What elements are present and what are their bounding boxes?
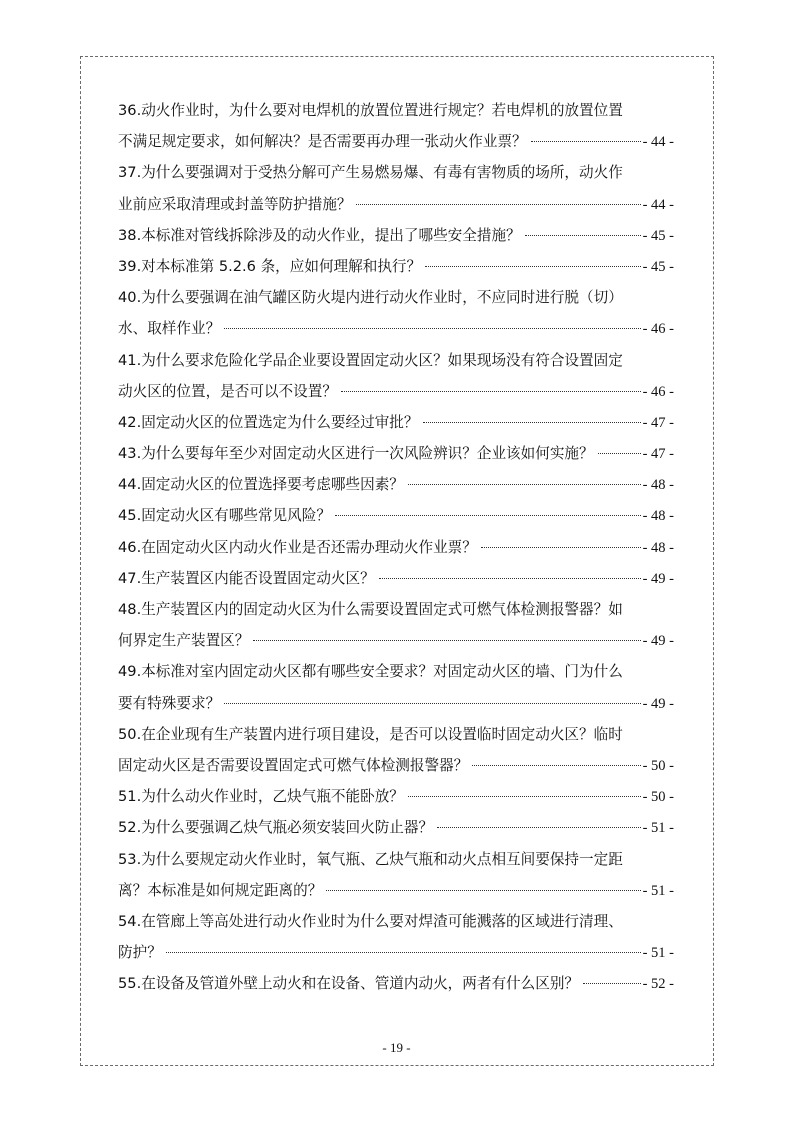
toc-entry[interactable] <box>118 469 674 500</box>
toc-page-number: - 49 - <box>642 695 674 712</box>
toc-entry[interactable] <box>118 719 674 781</box>
toc-page-number: - 51 - <box>642 882 674 899</box>
toc-entry[interactable] <box>118 563 674 594</box>
toc-page-number: - 46 - <box>642 383 674 400</box>
toc-entry-last-line <box>118 875 674 906</box>
toc-entry[interactable] <box>118 251 674 282</box>
toc-entry-text: 47.生产装置区内能否设置固定动火区？ <box>118 569 375 587</box>
toc-page-number: - 48 - <box>642 508 674 525</box>
toc-entry-text: 54.在管廊上等高处进行动火作业时为什么要对焊渣可能溅落的区域进行清理、 <box>118 912 623 930</box>
dot-leader <box>326 890 640 891</box>
toc-entry-last-line <box>118 688 674 719</box>
toc-entry-last-line <box>118 500 674 531</box>
dot-leader <box>598 453 641 454</box>
toc-page-number: - 48 - <box>642 539 674 556</box>
toc-entry-text: 水、取样作业？ <box>118 320 221 338</box>
toc-entry-last-line <box>118 781 674 812</box>
toc-page-number: - 45 - <box>642 227 674 244</box>
toc-entry-last-line <box>118 563 674 594</box>
toc-entry[interactable] <box>118 906 674 968</box>
toc-page-number: - 51 - <box>642 820 674 837</box>
toc-entry[interactable] <box>118 844 674 906</box>
toc-entry-text: 38.本标准对管线拆除涉及的动火作业，提出了哪些安全措施？ <box>118 226 521 244</box>
toc-entry-last-line <box>118 438 674 469</box>
toc-page-number: - 51 - <box>642 945 674 962</box>
dot-leader <box>166 952 641 953</box>
dot-leader <box>356 204 641 205</box>
page-number: - 19 - <box>382 1040 411 1055</box>
toc-entry[interactable] <box>118 532 674 563</box>
toc-entry[interactable] <box>118 407 674 438</box>
toc-entry[interactable] <box>118 781 674 812</box>
toc-entry-text: 48.生产装置区内的固定动火区为什么需要设置固定式可燃气体检测报警器？如 <box>118 601 623 618</box>
toc-entry-text: 46.在固定动火区内动火作业是否还需办理动火作业票？ <box>118 538 477 556</box>
dot-leader <box>423 422 641 423</box>
toc-entry-text: 51.为什么动火作业时，乙炔气瓶不能卧放？ <box>118 788 404 806</box>
toc-page-number: - 50 - <box>642 757 674 774</box>
toc-entry-last-line <box>118 376 674 407</box>
toc-entry[interactable] <box>118 438 674 469</box>
toc-entry-text: 39.对本标准第 5.2.6 条，应如何理解和执行？ <box>118 257 422 275</box>
toc-entry-last-line <box>118 968 674 999</box>
dot-leader <box>224 328 640 329</box>
toc-entry-text: 离？本标准是如何规定距离的？ <box>118 881 323 899</box>
toc-page-number: - 52 - <box>642 976 674 993</box>
dot-leader <box>583 983 641 984</box>
toc-page-number: - 44 - <box>642 134 674 151</box>
toc-entry-last-line <box>118 812 674 843</box>
toc-entry-last-line <box>118 251 674 282</box>
toc-page-number: - 47 - <box>642 446 674 463</box>
toc-entry-text: 52.为什么要强调乙炔气瓶必须安装回火防止器？ <box>118 819 434 837</box>
toc-entry-last-line <box>118 625 674 656</box>
dot-leader <box>224 703 640 704</box>
dot-leader <box>408 484 641 485</box>
toc-entry[interactable] <box>118 656 674 718</box>
toc-page-number: - 47 - <box>642 414 674 431</box>
dot-leader <box>481 547 641 548</box>
toc-entry[interactable] <box>118 220 674 251</box>
toc-entry[interactable] <box>118 95 674 157</box>
toc-entry-text: 53.为什么要规定动火作业时，氧气瓶、乙炔气瓶和动火点相互间要保持一定距 <box>118 850 623 868</box>
toc-entry[interactable] <box>118 500 674 531</box>
dot-leader <box>437 827 640 828</box>
toc-page-number: - 44 - <box>642 196 674 213</box>
toc-entry-last-line <box>118 189 674 220</box>
dot-leader <box>408 796 641 797</box>
toc-entry[interactable] <box>118 157 674 219</box>
toc-entry-last-line <box>118 469 674 500</box>
toc-entry-last-line <box>118 313 674 344</box>
toc-page-number: - 48 - <box>642 477 674 494</box>
dot-leader <box>379 578 641 579</box>
toc-entry-last-line <box>118 407 674 438</box>
toc-entry-text: 40.为什么要强调在油气罐区防火堤内进行动火作业时，不应同时进行脱（切） <box>118 289 623 307</box>
toc-entry-text: 42.固定动火区的位置选定为什么要经过审批？ <box>118 413 419 431</box>
dot-leader <box>341 391 641 392</box>
dot-leader <box>335 515 641 516</box>
dot-leader <box>425 266 640 267</box>
toc-entry-text: 50.在企业现有生产装置内进行项目建设，是否可以设置临时固定动火区？临时 <box>118 725 623 743</box>
toc-entry-text: 49.本标准对室内固定动火区都有哪些安全要求？对固定动火区的墙、门为什么 <box>118 663 623 681</box>
toc-entry[interactable] <box>118 968 674 999</box>
toc-entry-last-line <box>118 220 674 251</box>
toc-entry-text: 业前应采取清理或封盖等防护措施？ <box>118 195 352 213</box>
toc-entry-text: 要有特殊要求？ <box>118 694 221 712</box>
toc-entry-text: 37.为什么要强调对于受热分解可产生易燃易爆、有毒有害物质的场所，动火作 <box>118 164 623 182</box>
toc-entry-text: 防护？ <box>118 944 162 962</box>
page-footer <box>0 1040 793 1056</box>
dot-leader <box>253 640 640 641</box>
dot-leader <box>525 235 641 236</box>
toc-entry-text: 41.为什么要求危险化学品企业要设置固定动火区？如果现场没有符合设置固定 <box>118 351 623 369</box>
toc-entry[interactable] <box>118 812 674 843</box>
toc-entry-text: 45.固定动火区有哪些常见风险？ <box>118 507 331 525</box>
toc-page-number: - 49 - <box>642 633 674 650</box>
toc-entry-text: 固定动火区是否需要设置固定式可燃气体检测报警器？ <box>118 756 469 774</box>
toc-entry-text: 不满足规定要求，如何解决？是否需要再办理一张动火作业票？ <box>118 133 527 151</box>
toc-entry[interactable] <box>118 594 674 656</box>
toc-entry-text: 何界定生产装置区？ <box>118 632 250 650</box>
toc-page-number: - 46 - <box>642 321 674 338</box>
toc-entry-last-line <box>118 937 674 968</box>
toc-entry-text: 44.固定动火区的位置选择要考虑哪些因素？ <box>118 476 404 494</box>
toc-entry-text: 动火区的位置，是否可以不设置？ <box>118 382 337 400</box>
toc-page-number: - 49 - <box>642 570 674 587</box>
table-of-contents <box>118 95 674 999</box>
toc-entry[interactable] <box>118 282 674 344</box>
toc-entry-last-line <box>118 126 674 157</box>
toc-entry-text: 55.在设备及管道外壁上动火和在设备、管道内动火，两者有什么区别？ <box>118 975 580 993</box>
dot-leader <box>531 141 641 142</box>
toc-entry[interactable] <box>118 345 674 407</box>
dot-leader <box>472 765 640 766</box>
toc-entry-text: 36.动火作业时，为什么要对电焊机的放置位置进行规定？若电焊机的放置位置 <box>118 102 623 119</box>
toc-entry-last-line <box>118 532 674 563</box>
toc-page-number: - 45 - <box>642 258 674 275</box>
toc-entry-text: 43.为什么要每年至少对固定动火区进行一次风险辨识？企业该如何实施？ <box>118 445 594 463</box>
toc-entry-last-line <box>118 750 674 781</box>
toc-page-number: - 50 - <box>642 789 674 806</box>
